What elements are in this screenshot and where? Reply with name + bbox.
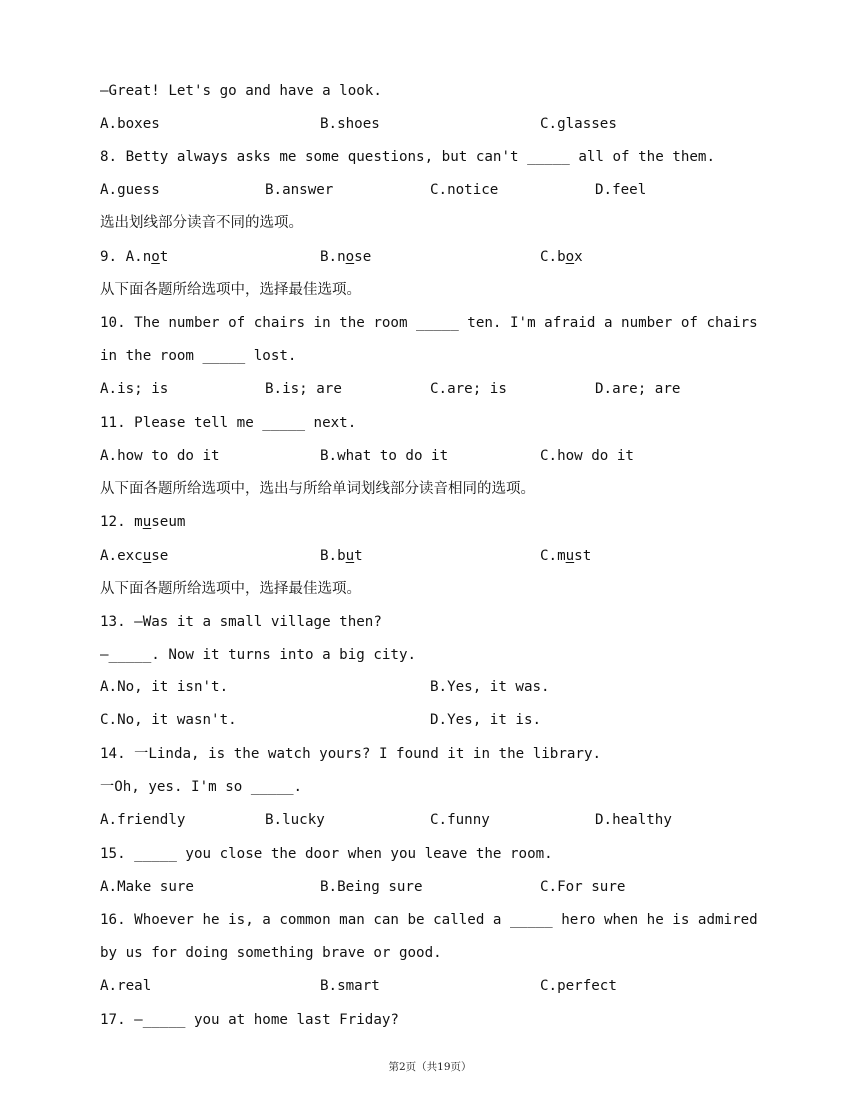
- answer-option: B.lucky: [265, 812, 325, 828]
- instruction-text: [100, 480, 535, 498]
- text-segment: 15. _____ you close the door when you leave the room.: [100, 846, 553, 862]
- text-segment: C.m: [540, 548, 566, 564]
- text-segment: st: [574, 548, 592, 564]
- question-text: [100, 944, 442, 962]
- answer-option: D.feel: [595, 182, 647, 198]
- answer-option: B.is; are: [265, 381, 342, 397]
- text-segment: se: [151, 548, 169, 564]
- answer-option: A.Make sure: [100, 879, 194, 895]
- answer-option: [540, 547, 591, 565]
- answer-option: B.Yes, it was.: [430, 679, 550, 695]
- answer-option: C.are; is: [430, 381, 507, 397]
- text-segment: B.n: [320, 249, 346, 265]
- answer-option: B.answer: [265, 182, 334, 198]
- answer-option: C.glasses: [540, 116, 617, 132]
- question-text: [100, 513, 185, 531]
- instruction-text: [100, 580, 361, 598]
- text-segment: B.b: [320, 548, 346, 564]
- text-segment: 14. 一Linda, is the watch yours? I found it in the library.: [100, 746, 602, 762]
- text-segment: 8. Betty always asks me some questions, but can't _____ all of the them.: [100, 149, 715, 165]
- text-segment: 16. Whoever he is, a common man can be called a _____ hero when he is admired: [100, 912, 758, 928]
- underlined-letter: u: [142, 548, 152, 564]
- answer-option: [320, 547, 363, 565]
- answer-option: D.are; are: [595, 381, 681, 397]
- text-segment: t: [354, 548, 363, 564]
- text-segment: —_____. Now it turns into a big city.: [100, 647, 417, 663]
- text-segment: 从下面各题所给选项中，选出与所给单词划线部分读音相同的选项。: [100, 481, 535, 497]
- answer-option: C.how do it: [540, 448, 634, 464]
- answer-option: A.No, it isn't.: [100, 679, 229, 695]
- answer-option: C.notice: [430, 182, 499, 198]
- question-text: [100, 778, 302, 796]
- answer-option: D.healthy: [595, 812, 672, 828]
- text-segment: se: [354, 249, 372, 265]
- question-text: [100, 414, 356, 432]
- answer-option: C.No, it wasn't.: [100, 712, 237, 728]
- question-text: [100, 613, 382, 631]
- answer-option: [540, 248, 583, 266]
- answer-option: B.Being sure: [320, 879, 423, 895]
- answer-option: A.is; is: [100, 381, 169, 397]
- page-footer: 第2页（共19页）: [388, 1061, 472, 1073]
- text-segment: t: [159, 249, 169, 265]
- question-text: [100, 745, 601, 763]
- question-text: [100, 646, 416, 664]
- text-segment: by us for doing something brave or good.: [100, 945, 442, 961]
- underlined-letter: o: [151, 249, 160, 265]
- text-segment: 选出划线部分读音不同的选项。: [100, 215, 303, 231]
- answer-option: [100, 547, 168, 565]
- answer-option: A.real: [100, 978, 152, 994]
- text-segment: in the room _____ lost.: [100, 348, 297, 364]
- answer-option: B.smart: [320, 978, 380, 994]
- text-segment: 12. m: [100, 514, 143, 530]
- underlined-letter: u: [345, 548, 355, 564]
- answer-option: B.shoes: [320, 116, 380, 132]
- answer-option: A.how to do it: [100, 448, 220, 464]
- answer-option: [100, 248, 168, 266]
- answer-option: C.funny: [430, 812, 490, 828]
- text-segment: —Great! Let's go and have a look.: [100, 83, 382, 99]
- question-text: [100, 845, 553, 863]
- text-segment: 一Oh, yes. I'm so _____.: [100, 779, 303, 795]
- answer-option: A.guess: [100, 182, 160, 198]
- underlined-letter: o: [565, 249, 575, 265]
- text-segment: x: [574, 249, 583, 265]
- answer-option: B.what to do it: [320, 448, 449, 464]
- answer-option: D.Yes, it is.: [430, 712, 542, 728]
- question-text: [100, 314, 758, 332]
- answer-option: A.friendly: [100, 812, 186, 828]
- question-text: [100, 1011, 399, 1029]
- text-segment: 13. —Was it a small village then?: [100, 614, 382, 630]
- text-segment: 11. Please tell me _____ next.: [100, 415, 357, 431]
- text-segment: 从下面各题所给选项中，选择最佳选项。: [100, 581, 361, 597]
- text-segment: 17. —_____ you at home last Friday?: [100, 1012, 399, 1028]
- answer-option: C.perfect: [540, 978, 617, 994]
- text-segment: 10. The number of chairs in the room _____ ten. I'm afraid a number of chairs: [100, 315, 758, 331]
- question-text: [100, 82, 382, 100]
- underlined-letter: o: [345, 249, 355, 265]
- question-text: [100, 148, 715, 166]
- instruction-text: [100, 214, 303, 232]
- text-segment: A.exc: [100, 548, 143, 564]
- answer-option: A.boxes: [100, 116, 160, 132]
- underlined-letter: u: [142, 514, 152, 530]
- question-text: [100, 911, 758, 929]
- answer-option: [320, 248, 371, 266]
- question-text: [100, 347, 296, 365]
- underlined-letter: u: [565, 548, 575, 564]
- instruction-text: [100, 281, 361, 299]
- text-segment: 9. A.n: [100, 249, 152, 265]
- text-segment: 从下面各题所给选项中，选择最佳选项。: [100, 282, 361, 298]
- text-segment: seum: [151, 514, 186, 530]
- text-segment: C.b: [540, 249, 566, 265]
- answer-option: C.For sure: [540, 879, 626, 895]
